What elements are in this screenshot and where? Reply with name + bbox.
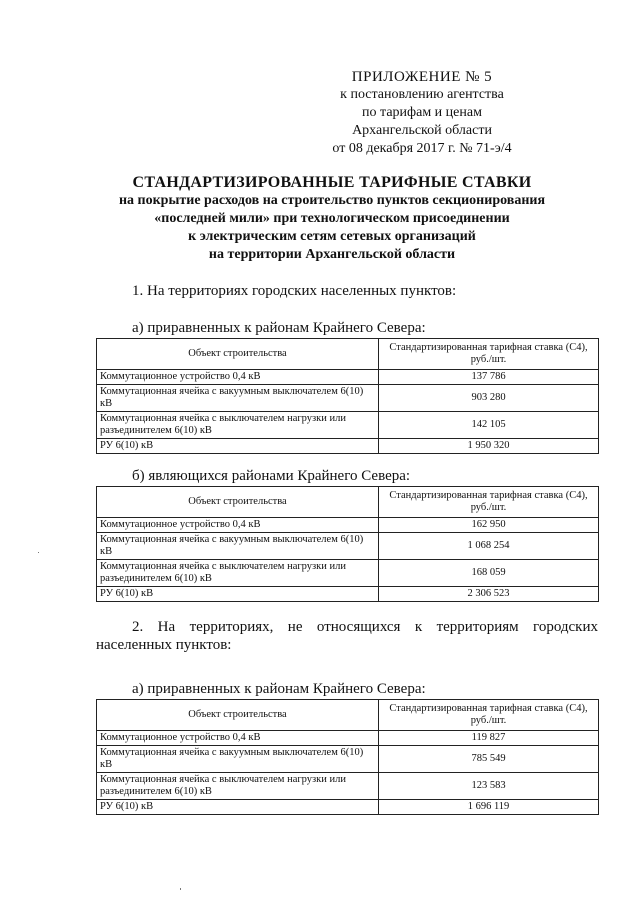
section2-heading-line2: населенных пунктов:	[96, 637, 232, 653]
appendix-line: к постановлению агентства	[340, 87, 504, 102]
header-object: Объект строительства	[97, 487, 379, 518]
table-row	[97, 533, 599, 560]
table-header-row	[97, 700, 599, 731]
object-cell: Коммутационная ячейка с выключателем нагрузки или разъединителем 6(10) кВ	[97, 773, 379, 800]
header-rate: Стандартизированная тарифная ставка (С4), руб./шт.	[379, 339, 599, 370]
title-line: к электрическим сетям сетевых организаций	[188, 229, 476, 244]
object-cell: Коммутационная ячейка с выключателем нагрузки или разъединителем 6(10) кВ	[97, 560, 379, 587]
value-cell: 1 696 119	[379, 800, 599, 815]
appendix-number: ПРИЛОЖЕНИЕ № 5	[351, 69, 493, 85]
object-cell: РУ 6(10) кВ	[97, 800, 379, 815]
section2-heading	[96, 618, 598, 654]
value-cell: 1 950 320	[379, 439, 599, 454]
table-row	[97, 800, 599, 815]
title-line: «последней мили» при технологическом присоединении	[154, 211, 510, 226]
value-cell: 162 950	[379, 518, 599, 533]
value-cell: 168 059	[379, 560, 599, 587]
object-cell: Коммутационное устройство 0,4 кВ	[97, 370, 379, 385]
section1-sub-b: б) являющихся районами Крайнего Севера:	[132, 468, 411, 484]
object-cell: РУ 6(10) кВ	[97, 439, 379, 454]
table-row	[97, 412, 599, 439]
header-rate: Стандартизированная тарифная ставка (С4), руб./шт.	[379, 700, 599, 731]
section2-sub-a: а) приравненных к районам Крайнего Севера:	[132, 681, 426, 697]
table-row	[97, 731, 599, 746]
value-cell: 142 105	[379, 412, 599, 439]
tariff-table-1b	[96, 486, 599, 602]
appendix-line: Архангельской области	[352, 123, 492, 138]
table-row	[97, 773, 599, 800]
table-row	[97, 370, 599, 385]
object-cell: Коммутационная ячейка с вакуумным выключателем 6(10) кВ	[97, 746, 379, 773]
value-cell: 2 306 523	[379, 587, 599, 602]
scan-speck	[180, 888, 181, 890]
table-row	[97, 518, 599, 533]
appendix-line: по тарифам и ценам	[362, 105, 482, 120]
appendix-block	[292, 68, 552, 158]
section2-heading-line1: 2. На территориях, не относящихся к территориям городских	[132, 619, 598, 635]
title-line: на территории Архангельской области	[208, 247, 456, 262]
object-cell: Коммутационная ячейка с выключателем нагрузки или разъединителем 6(10) кВ	[97, 412, 379, 439]
value-cell: 785 549	[379, 746, 599, 773]
document-title	[90, 174, 574, 264]
title-main: СТАНДАРТИЗИРОВАННЫЕ ТАРИФНЫЕ СТАВКИ	[132, 174, 532, 191]
tariff-table-2a	[96, 699, 599, 815]
header-object: Объект строительства	[97, 339, 379, 370]
object-cell: Коммутационная ячейка с вакуумным выключателем 6(10) кВ	[97, 385, 379, 412]
scan-speck	[38, 552, 39, 553]
value-cell: 123 583	[379, 773, 599, 800]
table-row	[97, 587, 599, 602]
value-cell: 137 786	[379, 370, 599, 385]
object-cell: Коммутационная ячейка с вакуумным выключателем 6(10) кВ	[97, 533, 379, 560]
header-object: Объект строительства	[97, 700, 379, 731]
section1-sub-a: а) приравненных к районам Крайнего Севера:	[132, 320, 426, 336]
table-row	[97, 746, 599, 773]
table-row	[97, 385, 599, 412]
appendix-date: от 08 декабря 2017 г. № 71-э/4	[332, 141, 512, 156]
object-cell: Коммутационное устройство 0,4 кВ	[97, 731, 379, 746]
value-cell: 903 280	[379, 385, 599, 412]
table-row	[97, 560, 599, 587]
table-row	[97, 439, 599, 454]
header-rate: Стандартизированная тарифная ставка (С4), руб./шт.	[379, 487, 599, 518]
title-line: на покрытие расходов на строительство пунктов секционирования	[118, 193, 546, 208]
section1-heading: 1. На территориях городских населенных пунктов:	[132, 283, 457, 299]
object-cell: РУ 6(10) кВ	[97, 587, 379, 602]
object-cell: Коммутационное устройство 0,4 кВ	[97, 518, 379, 533]
value-cell: 1 068 254	[379, 533, 599, 560]
table-header-row	[97, 339, 599, 370]
value-cell: 119 827	[379, 731, 599, 746]
tariff-table-1a	[96, 338, 599, 454]
table-header-row	[97, 487, 599, 518]
